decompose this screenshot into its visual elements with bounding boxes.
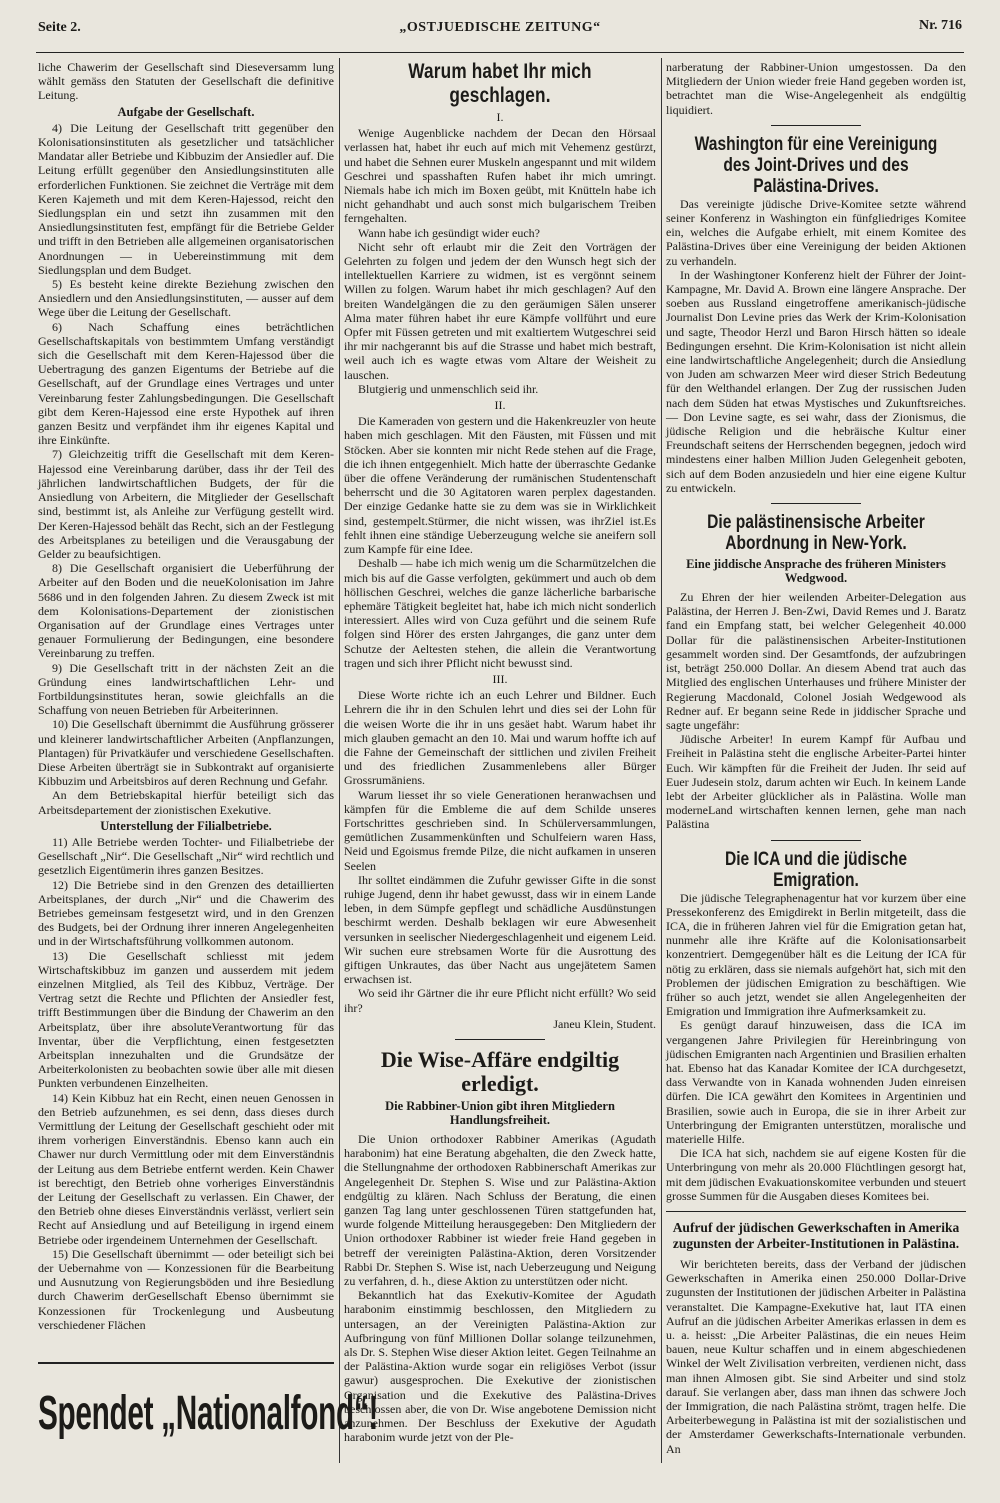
section-number: III. xyxy=(492,671,508,686)
article-text: 8) Die Gesellschaft organisiert die Ueberführung der Arbeiter auf den Boden und die neueKolonisation im Jahre 5686 und in den folgenden Jahren. Zu diesem Zweck ist mit dem Kolonisations-Departement der zionistischen Organisation auf der Grundlage eines Vertrages unter genauer Formulierung der Bedingungen, eine besondere Vereinbarung zu treffen. xyxy=(38,561,334,661)
article-text: Wenige Augenblicke nachdem der Decan den Hörsaal verlassen hat, habet ihr euch auf mich mit Vehemenz gestürzt, und habet die Sehnen eurer Muskeln angespannt und mit wildem Geschrei und spasshaften Rufen habet ihr mich umringt. Niemals habe ich mich im Boxen geübt, mit Knütteln habe ich nicht gehandhabt und auch sonst mich bulgarischem Treiben ferngehalten. xyxy=(344,126,656,226)
article-divider xyxy=(771,840,861,841)
article-text: 13) Die Gesellschaft schliesst mit jedem Wirtschaftskibbuz im ganzen und ausserdem mit jedem einzelnen Mitglied, als Teil des Kibbuz, Verträge. Der Vertrag setzt die Rechte und Pflichten der Ansiedler fest, trifft Bestimmungen über die Bindung der Chawerim an den Arbeitsplatz, über ihre absoluteVerantwortung für das Inventar, über die Verpflichtung, einen festgesetzten Arbeitsplan innezuhalten und die Grundsätze der Arbeiterkolonisten zu beobachten sowie über alle mit diesen Punkten verbundenen Einzelheiten. xyxy=(38,948,334,1091)
author-signature: Janeu Klein, Student. xyxy=(553,1016,656,1031)
article-text: Deshalb — habe ich mich wenig um die Scharmützelchen die mich bis auf die Gasse verfolgten, gekümmert und auch ob dem höllischen Geschrei, welches die ganze lächerliche barbarische ephemäre Tätigkeit begleitet hat, habe ich mich nicht sonderlich interessiert. Alles wird von Cuza geführt und die seinem Rufe folgen sind Hörer des ersten Jahrganges, die ganz unter dem Schutze der Aeltesten stehen, die allein die Verantwortung tragen und sich ihrer Pflicht nicht bewusst sind. xyxy=(344,556,656,670)
section-number: I. xyxy=(496,110,504,124)
article-text: Die Union orthodoxer Rabbiner Amerikas (Agudath harabonim) hat eine Beratung abgehalten, die den Zweck hatte, die Stellungnahme der orthodoxen Rabbinerschaft Amerikas zur Angelegenheit Dr. Stephen S. Wise und zur Palästina-Aktion endgültig zu klären. Nach Schluss der Beratung, die einen ganzen Tag lang unter geschlossenen Türen stattgefunden hat, wurde folgende Mitteilung herausgegeben: Den Mitgliedern der Union orthodoxer Rabbiner ist wieder freie Hand gegeben in betreff der vereinigten Palästina-Aktion, deren Vorsitzender Rabbi Dr. Stephen S. Wise ist, nach Ueberzeugung und Neigung zu verfahren, d. h., diese Aktion zu unterstützen oder nicht. xyxy=(344,1132,656,1289)
nationalfond-advert xyxy=(38,1362,379,1464)
article-text: liche Chawerim der Gesellschaft sind Dieseversamm lung wählt gemäss den Statuten der Gesellschaft die definitive Leitung. xyxy=(38,60,334,103)
article-text: Warum liesset ihr so viele Generationen heranwachsen und kämpfen für die Embleme die auf dem Schilde unseres Fortschrittes geschrieben sind. In Schülerversammlungen, gemütlichen Zusammenkünften und Schulfeiern waren Hass, Neid und Egoismus fremde Pilze, die nicht aufkamen in unseren Seelen xyxy=(344,787,656,873)
advert-text: Spendet „Nationalfond“! xyxy=(38,1387,379,1440)
article-divider xyxy=(455,1039,545,1040)
article-text: 12) Die Betriebe sind in den Grenzen des detaillierten Arbeitsplanes, der durch „Nir“ und die Chawerim des Betriebes gemeinsam festgesetzt wird, und in den Grenzen des Budgets, bei der Ordnung ihrer inneren Angelegenheiten und in der Wirtschaftsführung vollkommen autonom. xyxy=(38,877,334,949)
article-text: Es genügt darauf hinzuweisen, dass die ICA im vergangenen Jahre Privilegien für Hereinbringung von jüdischen Emigranten nach Argentinien und Brasilien erhalten hat. Ebenso hat das Kanadar Komitee der ICA durchgesetzt, dass Verwandte von in Kanada wohnenden Juden einreisen dürfen. Die ICA gewährt den Komitees in Argentinien und Brasilien, sowie auch in Europa, die sie in ihrer Arbeit zur Unterbringung der Emigranten unterstützen, moralische und materielle Hilfe. xyxy=(666,1018,966,1146)
article-text: 10) Die Gesellschaft übernimmt die Ausführung grösserer und kleinerer landwirtschaftlicher Arbeiten (Anpflanzungen, Plantagen) für Privatkäufer und verschiedene Gesellschaften. Diese Arbeiten überträgt sie in Subkontrakt auf organisierte Kibbuzim und Arbeitsbiros auf deren Rechnung und Gefahr. xyxy=(38,717,334,789)
column-divider-2 xyxy=(661,58,662,1463)
column-divider-1 xyxy=(339,58,340,1463)
article-headline: Washington für eine Vereinigung des Joint-Drives und des Palästina-Drives. xyxy=(694,133,938,197)
article-text: Wann habe ich gesündigt wider euch? xyxy=(358,225,540,240)
article-text: 9) Die Gesellschaft tritt in der nächsten Zeit an die Gründung eines landwirtschaftlichen Lehr- und Fortbildungsinstitutes heran, sowie gleichfalls an die Schaffung von neuen Betrieben für Arbeiterinnen. xyxy=(38,660,334,718)
article-text: 4) Die Leitung der Gesellschaft tritt gegenüber den Kolonisationsinstituten als gesetzlicher und tatsächlicher Mandatar aller Betriebe und Kibbuzim der Ansiedler auf. Die Leitung erfüllt gegenüber den Ansiedlungsinstituten alle erforderlichen Funktionen. Sie zeichnet die Verträge mit dem Keren Kajemeth und mit dem Keren-Hajessod, reicht den Siedlungsplan ein und setzt ihn zusammen mit den Ansiedlungsinstituten fest, empfängt für die Betriebe Gelder und trifft in den Betrieben alle allgemeinen organisatorischen Anordnungen — in Uebereinstimmung mit dem Siedlungsplan und dem Budget. xyxy=(38,120,334,277)
article-text: In der Washingtoner Konferenz hielt der Führer der Joint-Kampagne, Mr. David A. Brown eine längere Ansprache. Der soeben aus Russland eingetroffene amerikanisch-jüdische Journalist Don Levine pries das Werk der Krim-Kolonisation und sagte, Theodor Herzl und Baron Hirsch hätten so ideale Bedingungen ersehnt. Die Krim-Kolonisation ist nicht allein eine landwirtschaftliche Angelegenheit; durch die Ansiedlung von Juden am schwarzen Meer wird dieser Strich Bedeutung für den Welthandel erlangen. Der Zug der russischen Juden nach dem Süden hat etwas Mystisches und Zukunftsreiches. — Don Levine sagte, es sei wahr, dass der Zionismus, die jüdische Religion und die hebräische Kultur einer Freundschaft seitens der Herrschenden begegnen, jedoch wird mindestens einer halben Million Juden Gelegenheit geboten, sich auf dem Boden anzusiedeln und hier eine eigene Kultur zu entwickeln. xyxy=(666,267,966,495)
article-text: Wo seid ihr Gärtner die ihr eure Pflicht nicht erfüllt? Wo seid ihr? xyxy=(344,986,656,1015)
article-headline: Die palästinensische Arbeiter Abordnung in New-York. xyxy=(707,512,925,555)
section-heading: Aufgabe der Gesellschaft. xyxy=(117,104,255,119)
article-text: Die ICA hat sich, nachdem sie auf eigene Kosten für die Unterbringung von mehr als 20.000 Flüchtlingen gesorgt hat, mit dem jüdischen Evakuationskomitee verbunden und steuert grosse Summen für die Ausgaben dieses Komitees bei. xyxy=(666,1146,966,1203)
article-text: Diese Worte richte ich an euch Lehrer und Bildner. Euch Lehrern die ihr in den Schulen lehrt und dies sei der Lohn für die weisen Worte die ihr in uns gesäet habt. Warum habet ihr mich glauben gemacht an den 10. Mai und warum hoffte ich auf die Fahne der Gemeinschaft der sittlichen und zivilen Freiheit und des friedlichen Zusammenlebens aller Bürger Grossrumäniens. xyxy=(344,688,656,788)
article-text: 5) Es besteht keine direkte Beziehung zwischen den Ansiedlern und den Ansiedlungsinstituten, — ausser auf dem Wege über die Leitung der Gesellschaft. xyxy=(38,277,334,320)
article-text: Zu Ehren der hier weilenden Arbeiter-Delegation aus Palästina, der Herren J. Ben-Zwi, David Remes und J. Baratz fand ein Empfang statt, bei welcher Gelegenheit 40.000 Dollar für die palästinensischen Arbeiter-Institutionen gesammelt worden sind. Der Gesamtfonds, der aufzubringen ist, beträgt 250.000 Dollar. An diesem Abend trat auch das Mitglied des englischen Unterhauses und frühere Minister der Regierung Macdonald, Colonel Josiah Wedgewood als Redner auf. Er begann seine Rede in jiddischer Sprache und sagte ungefähr: xyxy=(666,590,966,732)
column-left xyxy=(38,60,334,1357)
article-text: 14) Kein Kibbuz hat ein Recht, einen neuen Genossen in den Betrieb aufzunehmen, es sei denn, dass dieses durch Vermittlung der Leitung der Gesellschaft geschieht oder mit ihrem vorherigen Einverständnis. Ebenso kann auch ein Chawer nur durch Vermittlung oder mit dem Einverständnis der Leitung aus dem Betriebe entfernt werden. Kein Chawer ist berechtigt, den Betrieb ohne vorheriges Einverständnis der Leitung der Gesellschaft zu verlassen. Ein Chawer, der den Betrieb ohne dieses Einverständnis verlässt, verliert sein Recht auf Ansiedlung und auf Beteiligung in irgend einem Betriebe oder irgendeinem Unternehmen der Gesellschaft. xyxy=(38,1090,334,1247)
column-right xyxy=(666,60,966,1463)
article-divider xyxy=(771,125,861,126)
article-subheadline: Die Rabbiner-Union gibt ihren Mitgliedern Handlungsfreiheit. xyxy=(385,1099,615,1127)
article-subheadline: Eine jiddische Ansprache des früheren Ministers Wedgwood. xyxy=(686,557,946,586)
issue-number: Nr. 716 xyxy=(918,18,962,33)
article-text: Ihr solltet eindämmen die Zufuhr gewisser Gifte in die sonst ruhige Jugend, denn ihr habet gewusst, dass wir in einem Lande leben, in dem Sümpfe gepflegt und schädliche Ausdünstungen beschirmt werden. Deshalb beklagen wir eure Abwesenheit versunken in seelischer Niedergeschlagenheit und eigenem Leid. Wir suchen eure strebsamen Worte für die Ausrottung des giftigen Unkrautes, das über Nacht aus ungejätetem Samen erwachsen ist. xyxy=(344,872,656,987)
article-text: narberatung der Rabbiner-Union umgestossen. Da den Mitgliedern der Union wieder freie Hand gegeben worden ist, betrachtet man die Wise-Angelegenheit als endgültig liquidiert. xyxy=(666,60,966,117)
section-number: II. xyxy=(494,398,506,413)
article-text: 6) Nach Schaffung eines beträchtlichen Gesellschaftskapitals von bestimmtem Umfang verständigt sich die Gesellschaft mit dem Keren-Hajessod über die Uebertragung des ganzen Eigentums der Betriebe auf die Gesellschaft, auf der Grundlage eines Vertrages und unter Vereinbarung fester Zahlungsbedingungen. Die Gesellschaft gibt dem Keren-Hajessod eine erste Hypothek auf ihren ganzen Besitz und verpfändet ihm ihr eigenes Kapital und ihre Einkünfte. xyxy=(38,319,334,448)
article-headline: Warum habet Ihr mich geschlagen. xyxy=(408,60,592,107)
section-heading: Unterstellung der Filialbetriebe. xyxy=(100,818,272,833)
header-rule xyxy=(36,52,964,53)
article-text: Blutgierig und unmenschlich seid ihr. xyxy=(358,381,539,396)
article-headline: Aufruf der jüdischen Gewerkschaften in Amerika zugunsten der Arbeiter-Institutionen in Palästina. xyxy=(672,1220,960,1251)
article-text: 7) Gleichzeitig trifft die Gesellschaft mit dem Keren-Hajessod eine Vereinbarung darüber, dass ihr der Teil des jährlichen landwirtschaftlichen Budgets, der für die Ansiedlung von Arbeitern, die Mitglieder der Gesellschaft sind, bestimmt ist, als Anleihe zur Verfügung gestellt wird. Der Keren-Hajessod behält das Recht, sich an der Festlegung des Arbeitsplanes zu beteiligen und die Verausgabung der Gelder zu beaufsichtigen. xyxy=(38,447,334,561)
article-text: Die Kameraden von gestern und die Hakenkreuzler von heute haben mich geschlagen. Mit den Fäusten, mit Füssen und mit Stöcken. Aber sie konnten mir nicht Rede stehen auf die Frage, die ich ihnen entgegenhielt. Mich hatte der überraschte Gedanke über die offene Veränderung der rumänischen Studentenschaft beherrscht und die 30 Agitatoren waren perplex dagestanden. Der einzige Gedanke hatte sie zu dem was sie in Wirklichkeit sind, gestempelt.Stürmer, die nicht wissen, was ihrZiel ist.Es fehlt ihnen eine ständige Ueberzeugung welche sie aneifern soll zum Kampfe für eine Idee. xyxy=(344,414,656,557)
article-text: Wir berichteten bereits, dass der Verband der jüdischen Gewerkschaften in Amerika einen 250.000 Dollar-Drive zugunsten der Institutionen der jüdischen Arbeiter in Palästina veranstaltet. Die Kampagne-Exekutive hat, laut ITA einen Aufruf an die jüdischen Arbeiter Amerikas erlassen in dem es u. a. heisst: „Die Arbeiter Palästinas, die ein neues Heim bauen, neue Kultur schaffen und in einem abgeschiedenen Winkel der Welt Zivilisation verbreiten, verdienen nicht, dass man ihnen Almosen gibt. Sie sind Arbeiter und sind stolz darauf. Sie verlangen aber, dass man ihnen das schwere Joch der Immigration, die nach Palästina strömt, tragen helfe. Die Arbeiterbewegung in Palästina ist mit der sozialistischen und der Amsterdamer Gewerkschafts-Internationale verbunden. An xyxy=(666,1257,966,1456)
article-headline: Die Wise-Affäre endgiltig erledigt. xyxy=(380,1047,620,1096)
article-text: Bekanntlich hat das Exekutiv-Komitee der Agudath harabonim einstimmig beschlossen, den Mitgliedern zu untersagen, an der Vereinigten Palästina-Aktion zur Aufbringung von fünf Millionen Dollar solange teilzunehmen, als Dr. S. Stephen Wise dieser Aktion leitet. Gegen Teilnahme an der Palästina-Aktion wurde sogar ein religiöses Verbot (issur gawur) ausgesprochen. Die Exekutive der zionistischen Organisation und die Exekutive des Palästina-Drives beschlossen aber, die von Dr. Wise angebotene Demission nicht anzunehmen. Der Beschluss der Exekutive der Agudath harabonim wurde jetzt von der Ple- xyxy=(344,1288,656,1445)
article-text: 11) Alle Betriebe werden Tochter- und Filialbetriebe der Gesellschaft „Nir“. Die Gesellschaft „Nir“ wird rechtlich und gesetzlich Eigentümerin ihres ganzen Besitzes. xyxy=(38,834,334,878)
article-headline: Die ICA und die jüdische Emigration. xyxy=(724,848,908,891)
article-text: Das vereinigte jüdische Drive-Komitee setzte während seiner Konferenz in Washington ein fünfgliedriges Komitee ein, welches die Aufgabe erhielt, mit einem Komitee des Palästina-Drives über eine Vereinigung der beiden Aktionen zu verhandeln. xyxy=(666,196,966,268)
article-text: An dem Betriebskapital hierfür beteiligt sich das Arbeitsdepartement der zionistischen Exekutive. xyxy=(38,788,334,817)
article-text: 15) Die Gesellschaft übernimmt — oder beteiligt sich bei der Uebernahme von — Konzessionen für die Bearbeitung und Ausnutzung von Regierungsböden und ihre Besiedlung durch Chawerim derGesellschaft Ebenso übernimmt sie Konzessionen für Trockenlegung und Ausbeutung verschiedener Flächen xyxy=(38,1246,334,1332)
page-number: Seite 2. xyxy=(38,20,81,35)
article-divider xyxy=(771,503,861,504)
running-head xyxy=(38,14,962,42)
article-text: Jüdische Arbeiter! In eurem Kampf für Aufbau und Freiheit in Palästina steht die englische Arbeiter-Partei hinter Euch. Wir kämpften für die Freiheit der Juden. Ihr seid auf Euer Judesein stolz, darum achten wir Euch. In keinem Lande lebt der Arbeiter glücklicher als in Palästina. Wolle man moderneLand wirtschaften kennen lernen, gehe man nach Palästina xyxy=(666,732,966,832)
article-divider xyxy=(666,1211,966,1212)
article-text: Die jüdische Telegraphenagentur hat vor kurzem über eine Pressekonferenz des Emigdirekt in Berlin mitgeteilt, dass die ICA, die in früheren Jahren viel für die Emigration getan hat, nunmehr alle ihre Kräfte auf die Kolonisationsarbeit konzentriert. Demgegenüber hält es die Leitung der ICA für nötig zu erklären, dass sie niemals aufgehört hat, sich mit den Problemen der jüdischen Emigration zu beschäftigen. Wie früher so auch jetzt, wendet sie allen Angelegenheiten der Emigration und Immigration ihre Aufmerksamkeit zu. xyxy=(666,890,966,1019)
column-middle xyxy=(344,60,656,1463)
article-text: Nicht sehr oft erlaubt mir die Zeit den Vorträgen der Gelehrten zu folgen und jedem der den Wunsch hegt sich der intellektuellen Karriere zu widmen, ist es vergönnt seinem Willen zu folgen. Warum habet ihr mich geschlagen? Auf den breiten Wandelgängen die zu den geräumigen Sälen unserer Alma mater führen habet ihr eure Kämpfe vollführt und eure Opfer mit Füssen getreten und mit exaltiertem Wutgeschrei seid ihr mir nachgerannt bis auf die Strasse und habet mich bestraft, weil auch ich es wagte etwas vom Altare der Weisheit zu lauschen. xyxy=(344,239,656,382)
newspaper-title: „OSTJUEDISCHE ZEITUNG“ xyxy=(399,20,601,35)
